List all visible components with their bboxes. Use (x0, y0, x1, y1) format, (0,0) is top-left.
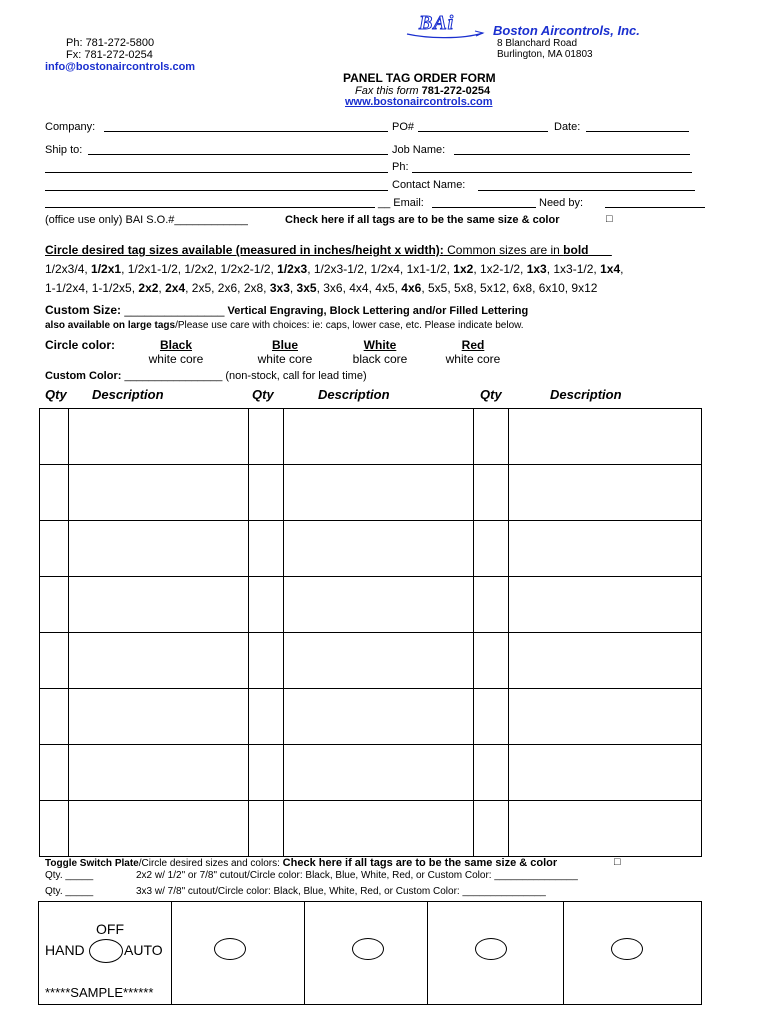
description-cell[interactable] (283, 633, 474, 689)
engraving-note: Vertical Engraving, Block Lettering and/or Filled Lettering (224, 305, 529, 317)
description-cell[interactable] (68, 521, 248, 577)
qty-cell[interactable] (248, 745, 283, 801)
company-label: Company: (45, 121, 96, 133)
qty-cell[interactable] (248, 577, 283, 633)
qty-cell[interactable] (474, 633, 509, 689)
toggle-option-2: 3x3 w/ 7/8" cutout/Circle color: Black, Blue, White, Red, or Custom Color: _______________ (136, 886, 546, 897)
address-line-2: Burlington, MA 01803 (497, 49, 593, 60)
qty-cell[interactable] (248, 689, 283, 745)
description-cell[interactable] (283, 577, 474, 633)
description-cell[interactable] (68, 689, 248, 745)
table-row (40, 689, 702, 745)
sizes-line-1 (45, 262, 623, 276)
table-row (40, 409, 702, 465)
sample-text: *****SAMPLE****** (45, 985, 154, 1000)
header-description-3: Description (550, 387, 622, 402)
size-text: , 5x5, 5x8, 5x12, 6x8, 6x10, 9x12 (421, 281, 598, 295)
description-cell[interactable] (509, 689, 702, 745)
qty-cell[interactable] (248, 409, 283, 465)
header-qty-2: Qty (252, 387, 274, 402)
size-text: , (289, 281, 297, 295)
table-row (40, 465, 702, 521)
size-text: , 1x2-1/2, (473, 262, 527, 276)
ship-to-field-1[interactable] (88, 154, 388, 155)
color-option-red[interactable]: Red white core (445, 338, 501, 366)
description-cell[interactable] (509, 521, 702, 577)
size-text: , 2x5, 2x6, 2x8, (185, 281, 270, 295)
logo-text: BAi (419, 12, 455, 34)
header-description-2: Description (318, 387, 390, 402)
header-fax: Fx: 781-272-0254 (66, 49, 153, 61)
date-field[interactable] (586, 131, 689, 132)
qty-cell[interactable] (40, 633, 69, 689)
common-size: 2x2 (138, 281, 159, 295)
ship-to-field-4[interactable] (45, 207, 375, 208)
custom-color-row: Custom Color: ________________ (non-stock, call for lead time) (45, 370, 367, 382)
job-name-field[interactable] (454, 154, 690, 155)
email-field[interactable] (432, 207, 536, 208)
size-text: , 1x3-1/2, (546, 262, 601, 276)
description-cell[interactable] (509, 745, 702, 801)
color-option-white[interactable]: White black core (352, 338, 408, 366)
description-cell[interactable] (68, 465, 248, 521)
ship-to-label: Ship to: (45, 144, 83, 156)
toggle-same-size-checkbox[interactable]: □ (614, 856, 621, 868)
address-line-1: 8 Blanchard Road (497, 38, 578, 49)
contact-name-field[interactable] (478, 190, 695, 191)
qty-cell[interactable] (40, 521, 69, 577)
description-cell[interactable] (68, 633, 248, 689)
ship-to-field-3[interactable] (45, 190, 388, 191)
same-size-note: Check here if all tags are to be the same size & color (285, 214, 560, 226)
toggle-circle-3[interactable] (475, 938, 507, 960)
order-grid (39, 408, 702, 857)
qty-cell[interactable] (474, 465, 509, 521)
circle-color-label: Circle color: (45, 338, 116, 352)
common-size: 4x6 (401, 281, 422, 295)
email-label: __ Email: (378, 197, 424, 209)
description-cell[interactable] (283, 409, 474, 465)
toggle-heading: Toggle Switch Plate/Circle desired sizes and colors: Check here if all tags are to be the same size & color (45, 857, 558, 869)
custom-size-row (45, 301, 528, 319)
common-size: 3x3 (269, 281, 290, 295)
large-tags-note: also available on large tags/Please use care with choices: ie: caps, lower case, etc. Please indicate below. (45, 320, 524, 331)
description-cell[interactable] (68, 409, 248, 465)
ship-to-field-2[interactable] (45, 172, 388, 173)
qty-cell[interactable] (40, 801, 69, 857)
header-qty-1: Qty (45, 387, 67, 402)
need-by-field[interactable] (605, 207, 705, 208)
description-cell[interactable] (68, 801, 248, 857)
description-cell[interactable] (509, 465, 702, 521)
color-option-black[interactable]: Black white core (148, 338, 204, 366)
qty-cell[interactable] (474, 745, 509, 801)
header-qty-3: Qty (480, 387, 502, 402)
qty-cell[interactable] (248, 521, 283, 577)
toggle-circle-4[interactable] (611, 938, 643, 960)
qty-cell[interactable] (248, 633, 283, 689)
description-cell[interactable] (509, 801, 702, 857)
description-cell[interactable] (68, 577, 248, 633)
sizes-heading: Circle desired tag sizes available (measured in inches/height x width): Common sizes are in bold (45, 243, 589, 257)
toggle-option-1: 2x2 w/ 1/2" or 7/8" cutout/Circle color: Black, Blue, White, Red, or Custom Color: _______________ (136, 870, 578, 881)
custom-size-label: Custom Size: (45, 303, 122, 317)
qty-cell[interactable] (474, 409, 509, 465)
qty-cell[interactable] (40, 745, 69, 801)
description-cell[interactable] (283, 745, 474, 801)
toggle-circle-1[interactable] (214, 938, 246, 960)
sample-auto-label: AUTO (124, 942, 163, 958)
need-by-label: Need by: (539, 197, 584, 209)
sample-switch-circle (89, 939, 123, 963)
date-label: Date: (554, 121, 581, 133)
qty-cell[interactable] (40, 409, 69, 465)
contact-name-label: Contact Name: (392, 179, 466, 191)
table-row (40, 521, 702, 577)
size-text: , 1/2x1-1/2, 1/2x2, 1/2x2-1/2, (121, 262, 278, 276)
qty-cell[interactable] (40, 689, 69, 745)
description-cell[interactable] (68, 745, 248, 801)
common-size: 1x2 (453, 262, 474, 276)
custom-color-field[interactable]: ________________ (121, 370, 226, 382)
common-size: 1x3 (526, 262, 547, 276)
qty-cell[interactable] (474, 801, 509, 857)
sample-off-label: OFF (96, 921, 124, 937)
common-size: 1x4 (600, 262, 621, 276)
table-row (40, 801, 702, 857)
description-cell[interactable] (509, 633, 702, 689)
office-use-label: (office use only) BAI S.O.#____________ (45, 214, 248, 226)
description-cell[interactable] (509, 577, 702, 633)
header-phone: Ph: 781-272-5800 (66, 37, 155, 49)
description-cell[interactable] (283, 465, 474, 521)
form-title: PANEL TAG ORDER FORM (343, 71, 496, 85)
description-cell[interactable] (283, 689, 474, 745)
description-cell[interactable] (283, 801, 474, 857)
qty-cell[interactable] (474, 521, 509, 577)
company-name: Boston Aircontrols, Inc. (493, 23, 640, 38)
qty-cell[interactable] (40, 577, 69, 633)
sizes-line-2 (45, 281, 597, 295)
custom-size-field[interactable]: _______________ (121, 303, 225, 317)
toggle-qty-1[interactable]: Qty. _____ (45, 870, 94, 881)
po-field[interactable] (418, 131, 548, 132)
size-text: , 1/2x3-1/2, 1/2x4, 1x1-1/2, (307, 262, 454, 276)
common-size: 3x5 (296, 281, 317, 295)
fax-instruction: Fax this form 781-272-0254 (355, 85, 491, 97)
toggle-circle-2[interactable] (352, 938, 384, 960)
table-row (40, 633, 702, 689)
job-name-label: Job Name: (392, 144, 446, 156)
qty-cell[interactable] (40, 465, 69, 521)
po-label: PO# (392, 121, 415, 133)
size-text: , 3x6, 4x4, 4x5, (316, 281, 402, 295)
description-cell[interactable] (509, 409, 702, 465)
header-description-1: Description (92, 387, 164, 402)
header-email[interactable]: info@bostonaircontrols.com (45, 61, 196, 73)
qty-cell[interactable] (474, 577, 509, 633)
size-text: 1/2x3/4, (45, 262, 92, 276)
company-field[interactable] (104, 131, 388, 132)
table-row (40, 577, 702, 633)
sample-hand-label: HAND (45, 942, 85, 958)
ph-field[interactable] (412, 172, 692, 173)
website-link[interactable]: www.bostonaircontrols.com (345, 96, 493, 108)
qty-cell[interactable] (248, 465, 283, 521)
description-cell[interactable] (283, 521, 474, 577)
qty-cell[interactable] (474, 689, 509, 745)
toggle-qty-2[interactable]: Qty. _____ (45, 886, 94, 897)
size-text: 1-1/2x4, 1-1/2x5, (45, 281, 139, 295)
size-text: , (158, 281, 166, 295)
table-row (40, 745, 702, 801)
same-size-checkbox[interactable]: □ (606, 213, 613, 225)
company-logo (405, 14, 485, 45)
common-size: 2x4 (165, 281, 186, 295)
common-size: 1/2x3 (277, 262, 308, 276)
size-text: , (620, 262, 624, 276)
color-option-blue[interactable]: Blue white core (257, 338, 313, 366)
qty-cell[interactable] (248, 801, 283, 857)
common-size: 1/2x1 (91, 262, 122, 276)
ph-label: Ph: (392, 161, 409, 173)
